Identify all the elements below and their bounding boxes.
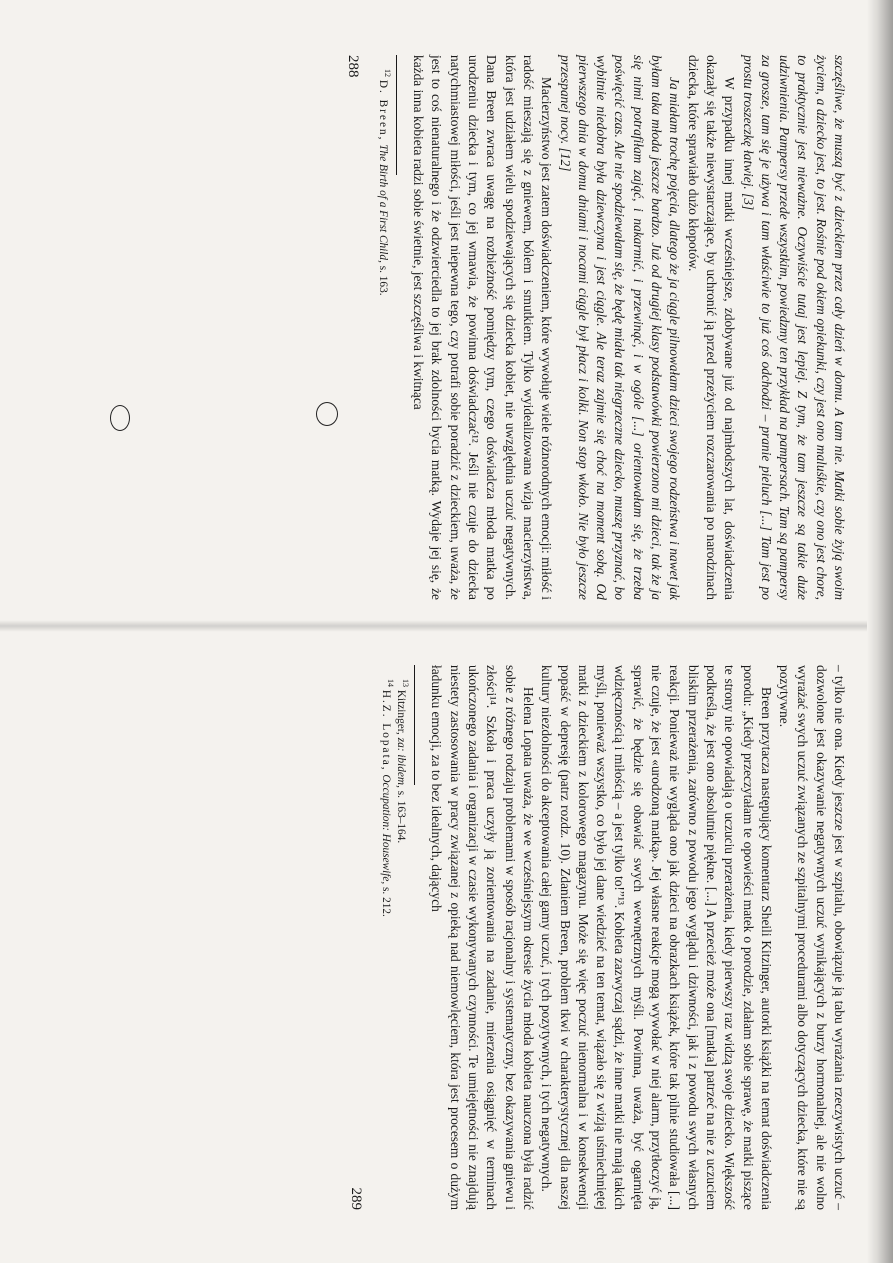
right-page-body <box>427 665 848 1210</box>
right-page <box>8 665 848 1210</box>
footnote-14 <box>378 665 393 1210</box>
left-paragraph-3: Ja miałam trochę pojęcia, dlatego że ja ciągle pilnowałam dzieci swojego rodzeństwa i nawet jak byłam taka młoda jeszcze bardzo. Już od drugiej klasy podstawówki powierzono mi dzieci, tak że ja się nimi potrafiłam zająć, i nakarmić, i przewinąć, i w ogóle [...] orientowałam się, że trzeba poświęcić czas. Ale nie spodziewałam się, że będę miała tak niegrzeczne dziecko, muszę przyznać, bo wybitnie niedobra była dziewczyna i jest ciągle. Ale teraz zajmie się choć na moment sobą. Od pierwszego dnia w domu dniami i nocami ciągle był płacz i kolki. Non stop wkoło. Nie było jeszcze przespanej nocy. [12] <box>557 55 683 600</box>
footnote-number: 14 <box>385 679 395 687</box>
footnote-pages: s. 212. <box>380 887 393 917</box>
book-gutter-shadow <box>0 620 867 632</box>
footnote-author: Kitzinger, <box>395 689 408 735</box>
left-paragraph-4: Macierzyństwo jest zatem doświadczeniem, które wywołuje wiele różnorodnych emocji: miłość i radość mieszają się z gniewem, bólem i smutkiem. Tylko wyidealizowana wizja macierzyństwa, która jest udziałem wielu spodziewających się dziecka kobiet, nie uwzględnia uczuć negatywnych. Dana Breen zwraca uwagę na rozbieżność pomiędzy tym, czego doświadcza młoda matka po urodzeniu dziecka i tym, co jej wmawia, że powinna doświadczać¹². Jeśli nie czuje do dziecka natychmiastowej miłości, jeśli jest niepewna tego, czy potrafi sobie poradzić z dzieckiem, uważa, że jest to coś nienaturalnego i że odzwierciedla to jej brak zdolności bycia matką. Wydaje jej się, że każda inna kobieta radzi sobie świetnie, jest szczęśliwa i kwitnąca <box>411 55 555 600</box>
left-page <box>8 55 848 600</box>
footnote-title: The Birth of a First Child, <box>376 144 389 263</box>
left-page-body <box>409 55 848 600</box>
left-paragraph-2: W przypadku innej matki wcześniejsze, zdobywane już od najmłodszych lat, doświadczenia okazały się także niewystarczające, by uchronić ją przed przeżyciem rozczarowania po narodzinach dziecka, które sprawiało dużo kłopotów. <box>685 55 738 600</box>
left-footnotes <box>375 55 390 600</box>
footnote-pages: s. 163–164. <box>395 790 408 844</box>
footnote-author: H.Z. Lopata, <box>380 689 393 772</box>
footnote-rule <box>414 665 415 785</box>
scan-edge-shadow <box>867 0 893 1263</box>
footnote-13 <box>393 665 408 1210</box>
footnote-number: 13 <box>400 679 410 687</box>
left-paragraph-1: szczęśliwe, że muszą być z dzieckiem przez cały dzień w domu. A tam nie. Matki sobie żyją swoim życiem, a dziecko jest, to jest. Rośnie pod okiem opiekunki, czy jest ono maluśkie, czy ono jest chore, to praktycznie jest nieważne. Oczywiście tutaj jest lepiej. Z tym, że tam jeszcze są takie duże udziwnienia. Pampersy przede wszystkim, powiedzmy ten przykład na pampersach. Tam są pampersy za grosze, tam się je używa i tam właściwie to już coś odchodzi – pranie pieluch [...] Tam jest po prostu troszeczkę łatwiej. [3] <box>740 55 847 600</box>
footnote-pages: s. 163. <box>376 265 389 296</box>
right-footnotes <box>378 665 408 1210</box>
pen-annotation-circle <box>110 405 130 431</box>
right-paragraph-3: Helena Lopata uważa, że we wcześniejszym okresie życia młoda kobieta nauczona była radzić sobie z różnego rodzaju problemami w sposób racjonalny i systematyczny, bez okazywania gniewu i złości¹⁴. Szkoła i praca uczyły ją zorientowania na zadanie, mierzenia osiągnięć w terminach ukończonego zadania i organizacji w czasie wykonywanych czynności. Te umiejętności nie znajdują niestety zastosowania w pracy związanej z opieką nad niemowlęciem, która jest procesem o dużym ładunku emocji, za to bez idealnych, dających <box>429 665 536 1210</box>
pen-annotation-circle <box>316 402 338 426</box>
footnote-title: za: ibidem, <box>395 737 408 788</box>
footnote-title: Occupation: Housewife, <box>380 774 393 885</box>
right-paragraph-2: Breen przytacza następujący komentarz Sheili Kitzinger, autorki książki na temat doświadczenia porodu: „Kiedy przeczytałam te opowieści matek o porodzie, zdałam sobie sprawę, że matki piszące te strony nie opowiadają o uczuciu przerażenia, kiedy pierwszy raz widzą swoje dziecko. Większość podkreśla, że jest ono absolutnie piękne. [...] A przecież może ona [matka] patrzeć na nie z uczuciem bliskim przerażenia, zarówno z powodu jego wyglądu i dziwności, jak i z powodu swych własnych reakcji. Ponieważ nie wygląda ono jak dzieci na obrazkach książek, które tak pilnie studiowała [...] nie czuje, że jest «urodzoną matką». Jej własne reakcje mogą wywołać w niej alarm, przytłoczyć ją, sprawić, że będzie się obawiać swych wewnętrznych myśli. Powinna, uważa, być ogarnięta wdzięcznością i miłością – a jest tylko to!”¹³. Kobieta zazwyczaj sądzi, że inne matki nie mają takich myśli, ponieważ wszystko, co było jej dane wiedzieć na ten temat, wiązało się z wizją uśmiechniętej matki z dzieckiem z kolorowego magazynu. Może się więc poczuć nienormalna i w konsekwencji popaść w depresję (patrz rozdz. 10). Zdaniem Breen, problem tkwi w charakterystycznej dla naszej kultury niezdolności do akceptowania całej gamy uczuć, i tych pozytywnych, i tych negatywnych. <box>539 665 774 1210</box>
footnote-number: 12 <box>382 69 392 77</box>
footnote-rule <box>396 55 397 175</box>
footnote-author: D. Breen, <box>376 79 389 142</box>
page-number: 288 <box>344 55 361 78</box>
right-paragraph-1: – tylko nie ona. Kiedy jeszcze jest w szpitalu, obowiązuje ją tabu wyrażania rzeczywistych uczuć – dozwolone jest okazywanie negatywnych uczuć wynikających z burzy hormonalnej, ale nie wolno wyrażać swych uczuć związanych ze szpitalnymi procedurami albo dotyczących dziecka, które nie są pozytywne. <box>777 665 847 1210</box>
footnote-12 <box>375 55 390 600</box>
page-number: 289 <box>348 1187 365 1210</box>
